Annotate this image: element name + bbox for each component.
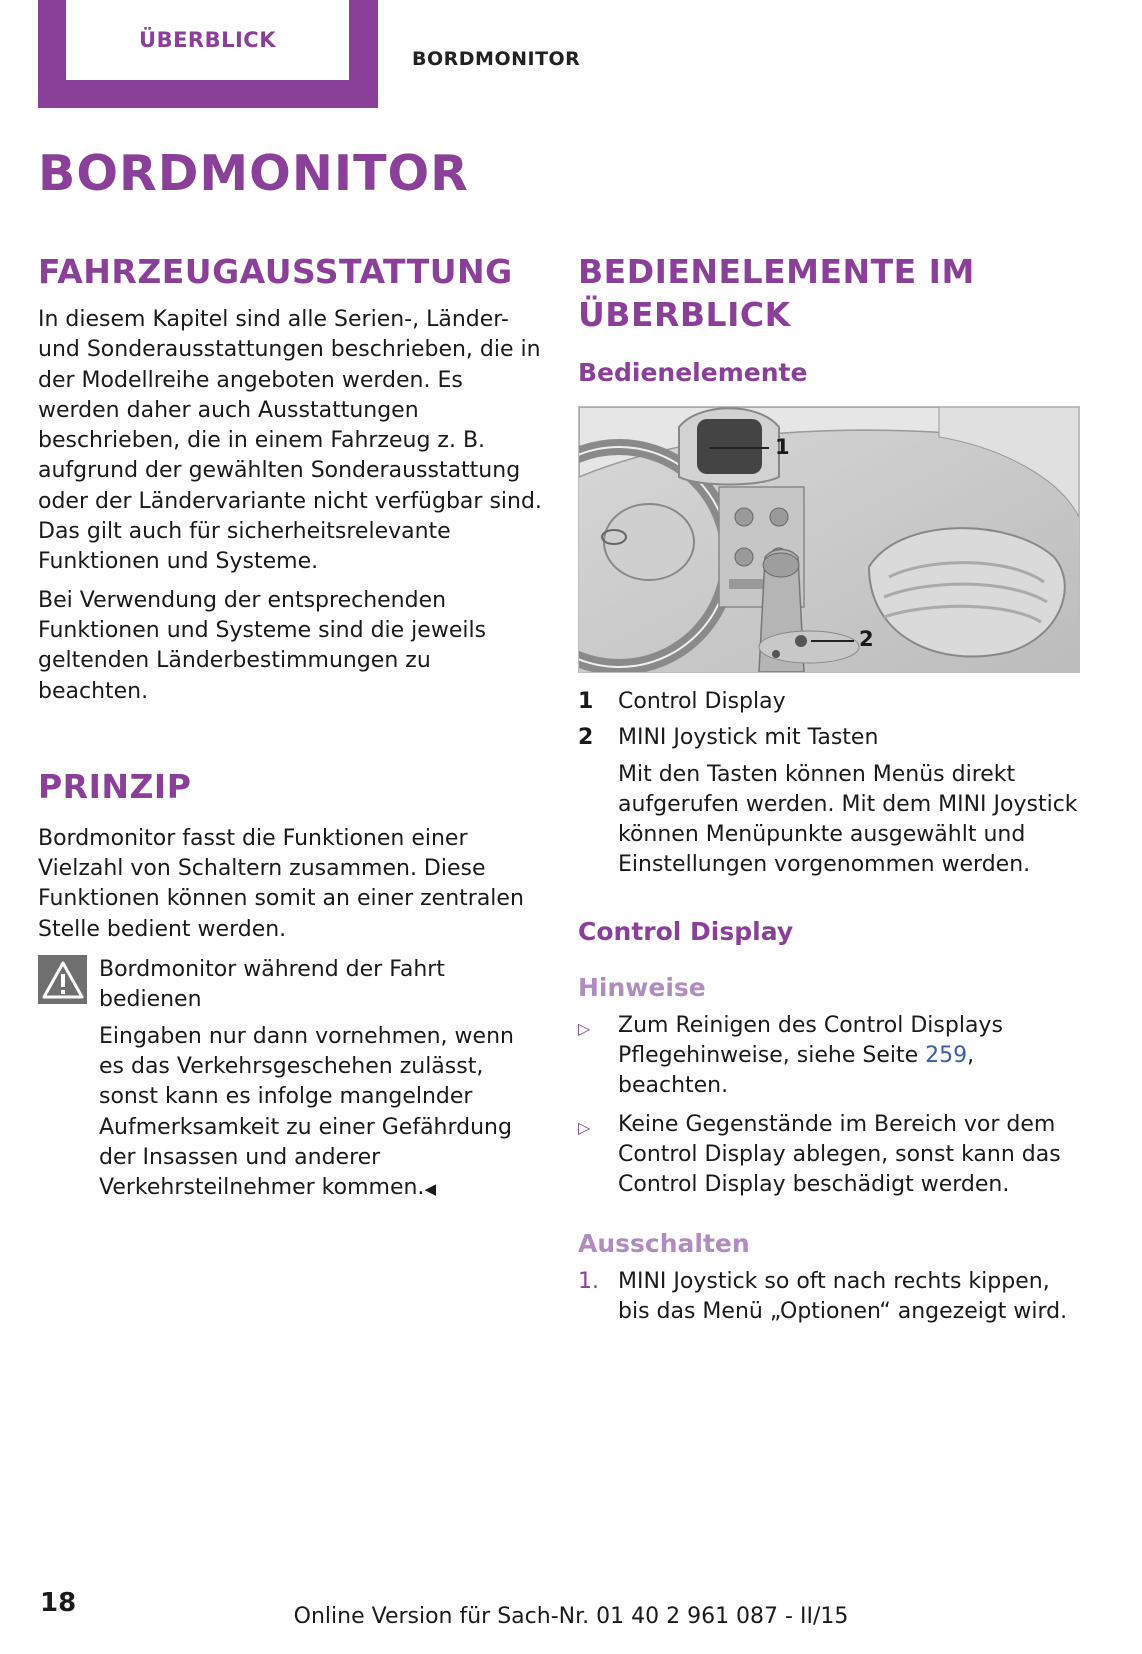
hinweis-item xyxy=(578,1011,1083,1102)
bullet-triangle-icon: ▷ xyxy=(578,1117,591,1137)
legend-note: Mit den Tasten können Menüs direkt aufgerufen werden. Mit dem MINI Joystick können Menüpunkte ausgewählt und Einstellungen vorgenommen werden. xyxy=(618,761,1078,878)
heading-fahrzeugausstattung: FAHRZEUGAUSSTATTUNG xyxy=(38,252,513,291)
right-column xyxy=(578,250,1083,1327)
heading-control-display: Control Display xyxy=(578,916,794,946)
hinweis-text: Keine Gegenstände im Bereich vor dem Control Display ablegen, sonst kann das Control Display beschädigt werden. xyxy=(618,1111,1061,1198)
page-title: BORDMONITOR xyxy=(38,145,469,202)
warning-text: Eingaben nur dann vornehmen, wenn es das Verkehrsgeschehen zulässt, sonst kann es infolge mangelnder Aufmerksamkeit zu einer Gefährdung der Insassen und anderer Verkehrsteilnehmer kommen. xyxy=(99,1023,514,1201)
legend-item xyxy=(578,687,1083,717)
hinweis1-pre: Zum Reinigen des Control Displays Pflegehinweise, siehe Seite xyxy=(618,1012,1003,1069)
step-item xyxy=(578,1267,1083,1328)
page-reference-link[interactable]: 259 xyxy=(925,1043,968,1069)
fahrzeug-paragraph-2: Bei Verwendung der entsprechenden Funktionen und Systeme sind die jeweils geltenden Länderbestimmungen zu beachten. xyxy=(38,587,487,704)
prinzip-paragraph: Bordmonitor fasst die Funktionen einer Vielzahl von Schaltern zusammen. Diese Funktionen können somit an einer zentralen Stelle bedient werden. xyxy=(38,825,524,942)
legend-item xyxy=(578,723,1083,753)
legend-number: 2 xyxy=(578,725,594,751)
legend-text: MINI Joystick mit Tasten xyxy=(618,725,879,751)
footer-text: Online Version für Sach-Nr. 01 40 2 961 087 - II/15 xyxy=(293,1604,849,1629)
heading-ausschalten: Ausschalten xyxy=(578,1228,750,1258)
chapter-tab xyxy=(38,0,378,108)
running-header: BORDMONITOR xyxy=(412,48,581,70)
hinweis-item xyxy=(578,1110,1083,1201)
callout-1: 1 xyxy=(775,435,790,459)
cockpit-illustration xyxy=(578,406,1080,673)
legend-list xyxy=(578,687,1083,881)
legend-number: 1 xyxy=(578,689,594,714)
warning-triangle-icon xyxy=(38,955,87,1004)
heading-prinzip: PRINZIP xyxy=(38,766,192,806)
warning-block xyxy=(38,955,543,1204)
hinweis-text xyxy=(618,1011,1083,1102)
step-number: 1. xyxy=(578,1268,599,1294)
left-column xyxy=(38,250,543,1204)
warning-text-wrap xyxy=(99,1022,543,1205)
page-number: 18 xyxy=(40,1588,77,1618)
heading-hinweise: Hinweise xyxy=(578,972,706,1002)
legend-text: Control Display xyxy=(618,689,786,714)
end-mark: ◀ xyxy=(424,1180,436,1199)
step-text: MINI Joystick so oft nach rechts kippen, bis das Menü „Optionen“ angezeigt wird. xyxy=(618,1268,1068,1324)
bullet-triangle-icon: ▷ xyxy=(578,1018,591,1038)
chapter-tab-inner xyxy=(66,0,349,80)
warning-title: Bordmonitor während der Fahrt bedienen xyxy=(99,957,445,1013)
hinweis1-post: , beachten. xyxy=(618,1043,975,1099)
cockpit-drawing xyxy=(579,407,1079,672)
heading-bedienelemente: Bedienelemente xyxy=(578,358,808,387)
hinweise-list xyxy=(578,1011,1083,1201)
chapter-tab-label: ÜBERBLICK xyxy=(139,28,276,52)
heading-bedienelemente-ueberblick: BEDIENELEMENTE IM ÜBERBLICK xyxy=(578,252,975,334)
fahrzeug-paragraph-1: In diesem Kapitel sind alle Serien-, Länder- und Sonderausstattungen beschrieben, die in der Modellreihe angeboten werden. Es werden daher auch Ausstattungen beschrieben, die in einem Fahrzeug z. B. aufgrund der gewählten Sonderausstattung oder der Ländervariante nicht verfügbar sind. Das gilt auch für sicherheitsrelevante Funktionen und Systeme. xyxy=(38,307,542,575)
callout-2: 2 xyxy=(859,627,874,651)
